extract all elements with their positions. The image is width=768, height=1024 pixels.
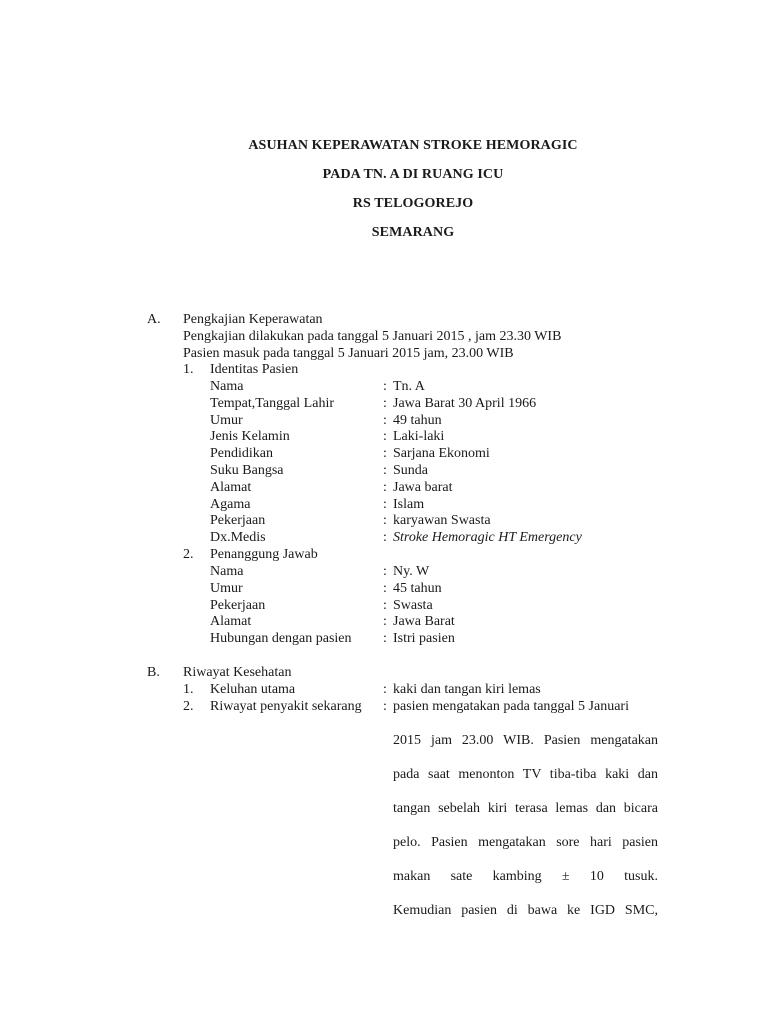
patient-field-value: Jawa Barat 30 April 1966 <box>393 395 537 411</box>
patient-field-label: Agama <box>210 496 251 512</box>
guarantor-field-value: 45 tahun <box>393 580 442 596</box>
section-a-line-2: Pasien masuk pada tanggal 5 Januari 2015 jam, 23.00 WIB <box>183 346 514 361</box>
patient-field-value: 49 tahun <box>393 412 442 428</box>
guarantor-field-label: Umur <box>210 580 243 596</box>
section-a-marker: A. <box>147 312 161 327</box>
guarantor-field-label: Pekerjaan <box>210 597 266 613</box>
patient-field-colon: : <box>383 412 387 428</box>
patient-field-value: Jawa barat <box>393 479 453 495</box>
paragraph-line: makan sate kambing ± 10 tusuk. <box>393 869 658 884</box>
b-item1-colon: : <box>383 682 387 697</box>
patient-field-colon: : <box>383 496 387 512</box>
guarantor-field-colon: : <box>383 564 387 579</box>
paragraph-line: pelo. Pasien mengatakan sore hari pasien <box>393 835 658 850</box>
section-b-marker: B. <box>147 665 160 680</box>
guarantor-field-value: Jawa Barat <box>393 614 455 630</box>
guarantor-field-label: Hubungan dengan pasien <box>210 631 352 647</box>
patient-field-value: Sunda <box>393 463 428 478</box>
patient-field-colon: : <box>383 395 387 411</box>
patient-field-label: Pekerjaan <box>210 513 266 529</box>
sub1-heading: Identitas Pasien <box>210 362 299 377</box>
b-item2-colon: : <box>383 699 387 714</box>
doc-title-line-1: ASUHAN KEPERAWATAN STROKE HEMORAGIC <box>248 138 578 153</box>
guarantor-field-label: Alamat <box>210 614 252 630</box>
paragraph-line: pada saat menonton TV tiba-tiba kaki dan <box>393 767 658 782</box>
sub2-heading: Penanggung Jawab <box>210 547 318 562</box>
patient-field-label: Suku Bangsa <box>210 463 284 478</box>
doc-title-line-3: RS TELOGOREJO <box>352 196 474 211</box>
guarantor-field-label: Nama <box>210 564 244 579</box>
patient-field-value: Stroke Hemoragic HT Emergency <box>393 530 582 546</box>
section-b-heading: Riwayat Kesehatan <box>183 665 292 680</box>
paragraph-line: 2015 jam 23.00 WIB. Pasien mengatakan <box>393 733 658 748</box>
patient-field-colon: : <box>383 513 387 529</box>
patient-field-value: Sarjana Ekonomi <box>393 446 490 462</box>
paragraph-line: tangan sebelah kiri terasa lemas dan bicara <box>393 801 658 816</box>
patient-field-value: Laki-laki <box>393 429 445 445</box>
patient-field-label: Umur <box>210 412 243 428</box>
b-item1-value: kaki dan tangan kiri lemas <box>393 682 541 697</box>
section-a-heading: Pengkajian Keperawatan <box>183 312 323 327</box>
patient-field-colon: : <box>383 463 387 478</box>
patient-field-label: Tempat,Tanggal Lahir <box>210 395 334 411</box>
guarantor-field-colon: : <box>383 631 387 647</box>
section-a-line-1: Pengkajian dilakukan pada tanggal 5 Januari 2015 , jam 23.30 WIB <box>183 329 562 344</box>
b-item2-label: Riwayat penyakit sekarang <box>210 699 362 714</box>
b-item2-number: 2. <box>183 699 194 714</box>
patient-field-value: Islam <box>393 496 425 512</box>
patient-field-colon: : <box>383 429 387 445</box>
patient-field-value: Tn. A <box>393 379 425 394</box>
b-item1-number: 1. <box>183 682 194 697</box>
doc-title-line-4: SEMARANG <box>371 225 455 240</box>
guarantor-field-value: Ny. W <box>393 564 430 579</box>
patient-field-label: Pendidikan <box>210 446 273 462</box>
guarantor-field-value: Swasta <box>393 597 433 613</box>
paragraph-line: Kemudian pasien di bawa ke IGD SMC, <box>393 903 658 918</box>
patient-field-label: Jenis Kelamin <box>210 429 290 445</box>
patient-field-label: Nama <box>210 379 244 394</box>
patient-field-colon: : <box>383 446 387 462</box>
patient-field-label: Dx.Medis <box>210 530 266 546</box>
patient-field-colon: : <box>383 479 387 495</box>
patient-field-label: Alamat <box>210 479 252 495</box>
patient-field-colon: : <box>383 530 387 546</box>
b-item1-label: Keluhan utama <box>210 682 296 697</box>
doc-title-line-2: PADA TN. A DI RUANG ICU <box>322 167 504 182</box>
patient-field-value: karyawan Swasta <box>393 513 491 529</box>
sub2-number: 2. <box>183 547 194 562</box>
guarantor-field-value: Istri pasien <box>393 631 455 647</box>
sub1-number: 1. <box>183 362 194 377</box>
guarantor-field-colon: : <box>383 614 387 630</box>
paragraph-line: pasien mengatakan pada tanggal 5 Januari <box>393 699 629 714</box>
guarantor-field-colon: : <box>383 580 387 596</box>
patient-field-colon: : <box>383 379 387 394</box>
guarantor-field-colon: : <box>383 597 387 613</box>
